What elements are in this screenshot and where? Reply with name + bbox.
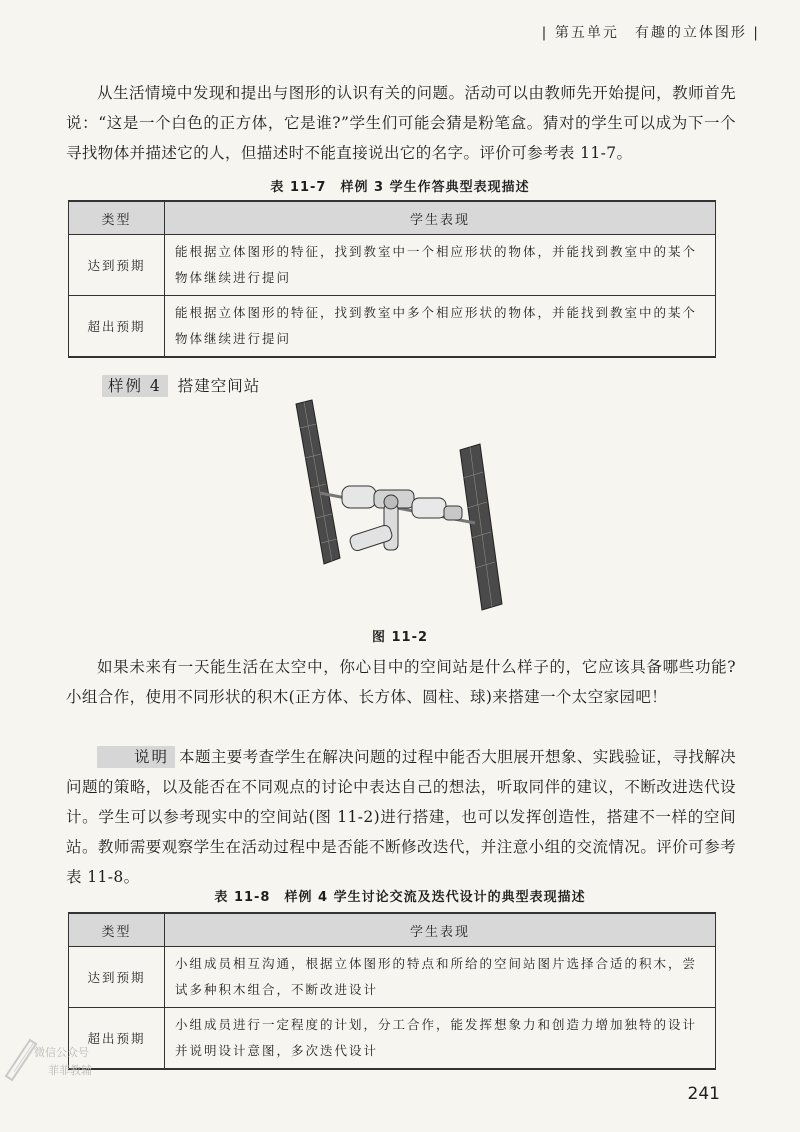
column-header-type: 类型 — [69, 913, 165, 947]
example-4-tag: 样例 4 — [102, 375, 168, 397]
row-description: 能根据立体图形的特征，找到教室中多个相应形状的物体，并能找到教室中的某个物体继续进行提问 — [165, 296, 716, 358]
table-row — [69, 947, 716, 1008]
table-11-7-caption: 表 11-7 样例 3 学生作答典型表现描述 — [270, 180, 530, 195]
note-tag: 说明 — [97, 746, 175, 768]
activity-paragraph: 如果未来有一天能生活在太空中，你心目中的空间站是什么样子的，它应该具备哪些功能? 小组合作，使用不同形状的积木(正方体、长方体、圆柱、球)来搭建一个太空家园吧！ — [66, 658, 736, 706]
watermark-line-1: 微信公众号 — [34, 1046, 89, 1059]
example-4-heading — [102, 374, 260, 397]
row-type: 达到预期 — [69, 235, 165, 296]
table-row — [69, 235, 716, 296]
intro-paragraph: 从生活情境中发现和提出与图形的认识有关的问题。活动可以由教师先开始提问，教师首先说：“这是一个白色的正方体，它是谁?”学生们可能会猜是粉笔盒。猜对的学生可以成为下一个寻找物体并描述它的人，但描述时不能直接说出它的名字。评价可参考表 11-7。 — [66, 84, 736, 162]
row-type: 达到预期 — [69, 947, 165, 1008]
note-text: 本题主要考查学生在解决问题的过程中能否大胆展开想象、实践验证，寻找解决问题的策略，以及能否在不同观点的讨论中表达自己的想法，听取同伴的建议，不断改进迭代设计。学生可以参考现实中的空间站(图 11-2)进行搭建，也可以发挥创造性，搭建不一样的空间站。教师需要观察学生在活动过程中是否能不断修改迭代，并注意小组的交流情况。评价可参考表 11-8。 — [66, 748, 736, 886]
row-type: 超出预期 — [69, 296, 165, 358]
figure-11-2-caption: 图 11-2 — [371, 630, 429, 645]
row-type: 超出预期 — [69, 1008, 165, 1070]
row-description: 小组成员进行一定程度的计划，分工合作，能发挥想象力和创造力增加独特的设计并说明设计意图，多次迭代设计 — [165, 1008, 716, 1070]
row-description: 小组成员相互沟通，根据立体图形的特点和所给的空间站图片选择合适的积木，尝试多种积木组合，不断改进设计 — [165, 947, 716, 1008]
note-paragraph — [66, 742, 736, 892]
watermark — [34, 1044, 92, 1080]
right-solar-array — [460, 444, 502, 610]
table-header-row — [69, 913, 716, 947]
table-header-row — [69, 201, 716, 235]
column-header-performance: 学生表现 — [165, 201, 716, 235]
watermark-line-2: 菲菲教辅 — [48, 1064, 92, 1077]
column-header-type: 类型 — [69, 201, 165, 235]
example-4-title: 搭建空间站 — [177, 377, 261, 395]
column-header-performance: 学生表现 — [165, 913, 716, 947]
space-station-illustration — [290, 398, 510, 618]
running-header: | 第五单元 有趣的立体图形 | — [541, 25, 760, 41]
table-11-8-caption: 表 11-8 样例 4 学生讨论交流及迭代设计的典型表现描述 — [214, 890, 586, 905]
left-solar-array — [296, 400, 340, 564]
table-row — [69, 1008, 716, 1070]
table-row — [69, 296, 716, 358]
row-description: 能根据立体图形的特征，找到教室中一个相应形状的物体，并能找到教室中的某个物体继续进行提问 — [165, 235, 716, 296]
table-11-8 — [68, 912, 716, 1070]
station-modules — [342, 486, 462, 552]
page-number: 241 — [687, 1084, 720, 1104]
table-11-7 — [68, 200, 716, 358]
